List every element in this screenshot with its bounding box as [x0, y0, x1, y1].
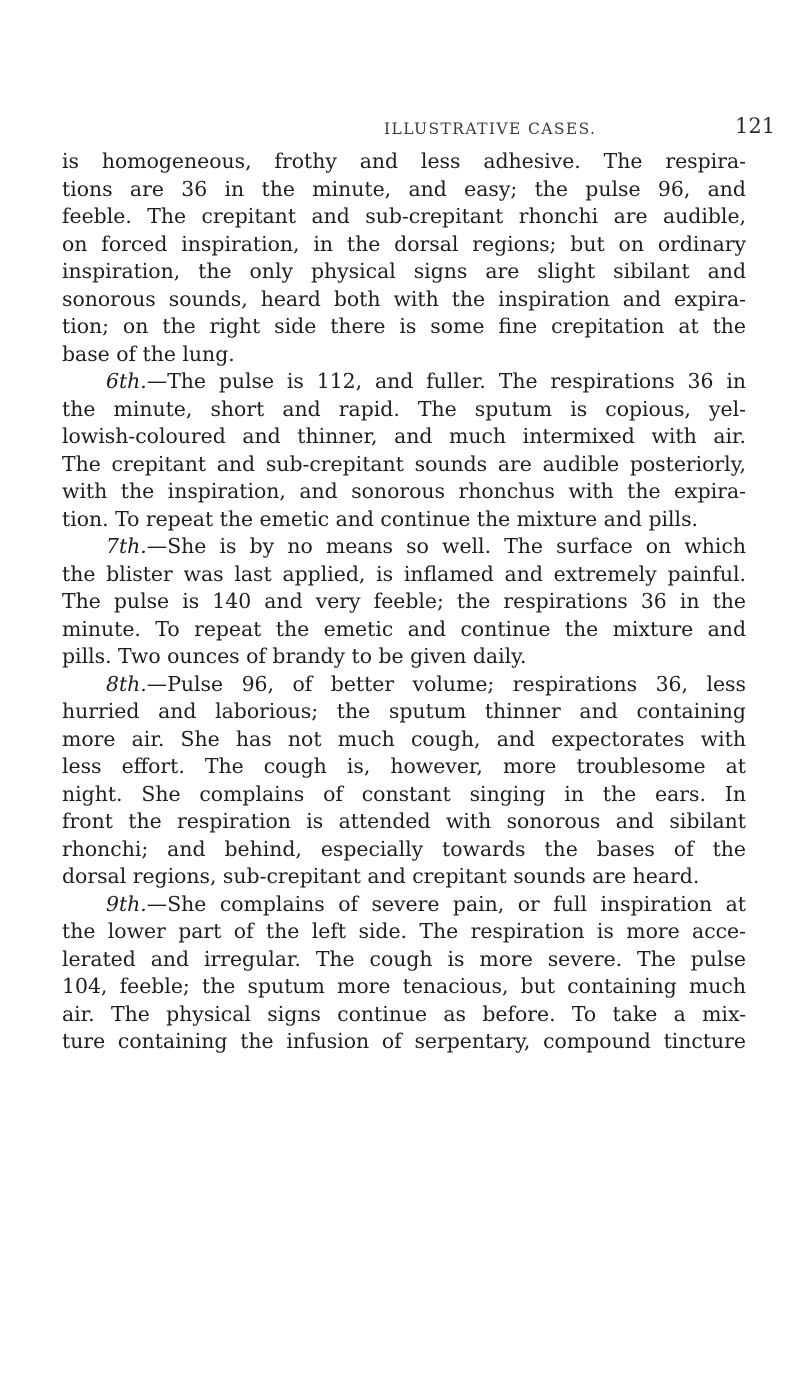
text-line [62, 616, 746, 644]
line-text: —She is by no means so well. The surface on which [146, 534, 746, 558]
text-line [62, 368, 746, 396]
text-line [62, 561, 746, 589]
text-line [62, 451, 746, 479]
paragraph [62, 891, 746, 1056]
line-text: ture containing the infusion of serpentary, compound tincture [62, 1029, 746, 1053]
line-text: 104, feeble; the sputum more tenacious, but containing much [62, 974, 746, 998]
text-line [62, 1028, 746, 1056]
line-text: —She complains of severe pain, or full inspiration at [146, 891, 746, 916]
line-text: the blister was last applied, is inflamed and extremely painful. [62, 561, 746, 586]
entry-date: 8th. [106, 671, 147, 696]
text-line [62, 726, 746, 754]
text-line [62, 313, 746, 341]
text-line [62, 1001, 746, 1029]
line-text: lowish-coloured and thinner, and much intermixed with air. [62, 424, 746, 448]
line-text: lerated and irregular. The cough is more severe. The pulse [62, 946, 746, 971]
line-text: rhonchi; and behind, especially towards the bases of the [62, 836, 746, 861]
text-line [62, 588, 746, 616]
text-line [62, 258, 746, 286]
running-head [0, 114, 800, 144]
text-line [62, 533, 746, 561]
line-text: pills. Two ounces of brandy to be given daily. [62, 644, 527, 668]
line-text: with the inspiration, and sonorous rhonchus with the expira- [62, 479, 746, 503]
line-text: —Pulse 96, of better volume; respirations 36, less [146, 671, 746, 696]
line-text: base of the lung. [62, 341, 235, 366]
line-text: feeble. The crepitant and sub-crepitant rhonchi are audible, [62, 204, 746, 228]
entry-date: 7th. [106, 534, 147, 558]
text-line [62, 396, 746, 424]
paragraph [62, 533, 746, 671]
line-text: front the respiration is attended with sonorous and sibilant [62, 809, 746, 833]
text-line [62, 671, 746, 699]
text-line [62, 341, 746, 369]
line-text: tion; on the right side there is some fine crepitation at the [62, 314, 746, 338]
text-line [62, 698, 746, 726]
line-text: dorsal regions, sub-crepitant and crepitant sounds are heard. [62, 864, 700, 888]
text-line [62, 973, 746, 1001]
text-line [62, 863, 746, 891]
text-line [62, 203, 746, 231]
line-text: sonorous sounds, heard both with the inspiration and expira- [62, 286, 746, 311]
line-text: is homogeneous, frothy and less adhesive. The respira- [62, 149, 746, 173]
text-line [62, 231, 746, 259]
text-line [62, 506, 746, 534]
entry-date: 6th. [106, 369, 147, 393]
text-line [62, 753, 746, 781]
line-text: The crepitant and sub-crepitant sounds are audible posteriorly, [62, 451, 746, 476]
line-text: more air. She has not much cough, and expectorates with [62, 726, 746, 751]
text-line [62, 946, 746, 974]
text-line [62, 286, 746, 314]
line-text: night. She complains of constant singing in the ears. In [62, 781, 746, 806]
text-line [62, 891, 746, 919]
text-line [62, 781, 746, 809]
text-line [62, 918, 746, 946]
running-title: ILLUSTRATIVE CASES. [384, 120, 597, 138]
text-line [62, 423, 746, 451]
line-text: air. The physical signs continue as before. To take a mix- [62, 1001, 746, 1026]
line-text: inspiration, the only physical signs are slight sibilant and [62, 259, 746, 283]
line-text: tion. To repeat the emetic and continue the mixture and pills. [62, 506, 699, 531]
paragraph [62, 368, 746, 533]
paragraph [62, 671, 746, 891]
page-number: 121 [735, 114, 776, 138]
text-line [62, 808, 746, 836]
line-text: tions are 36 in the minute, and easy; the pulse 96, and [62, 176, 746, 201]
line-text: less effort. The cough is, however, more troublesome at [62, 754, 746, 778]
text-line [62, 643, 746, 671]
line-text: hurried and laborious; the sputum thinner and containing [62, 699, 746, 723]
line-text: —The pulse is 112, and fuller. The respirations 36 in [146, 369, 746, 393]
line-text: on forced inspiration, in the dorsal regions; but on ordinary [62, 231, 746, 256]
line-text: the minute, short and rapid. The sputum is copious, yel- [62, 396, 746, 421]
line-text: the lower part of the left side. The respiration is more acce- [62, 919, 746, 943]
text-line [62, 176, 746, 204]
line-text: The pulse is 140 and very feeble; the respirations 36 in the [62, 589, 746, 613]
text-line [62, 836, 746, 864]
text-line [62, 148, 746, 176]
body-text [62, 148, 746, 1056]
line-text: minute. To repeat the emetic and continue the mixture and [62, 616, 746, 641]
text-line [62, 478, 746, 506]
paragraph [62, 148, 746, 368]
entry-date: 9th. [106, 891, 147, 916]
